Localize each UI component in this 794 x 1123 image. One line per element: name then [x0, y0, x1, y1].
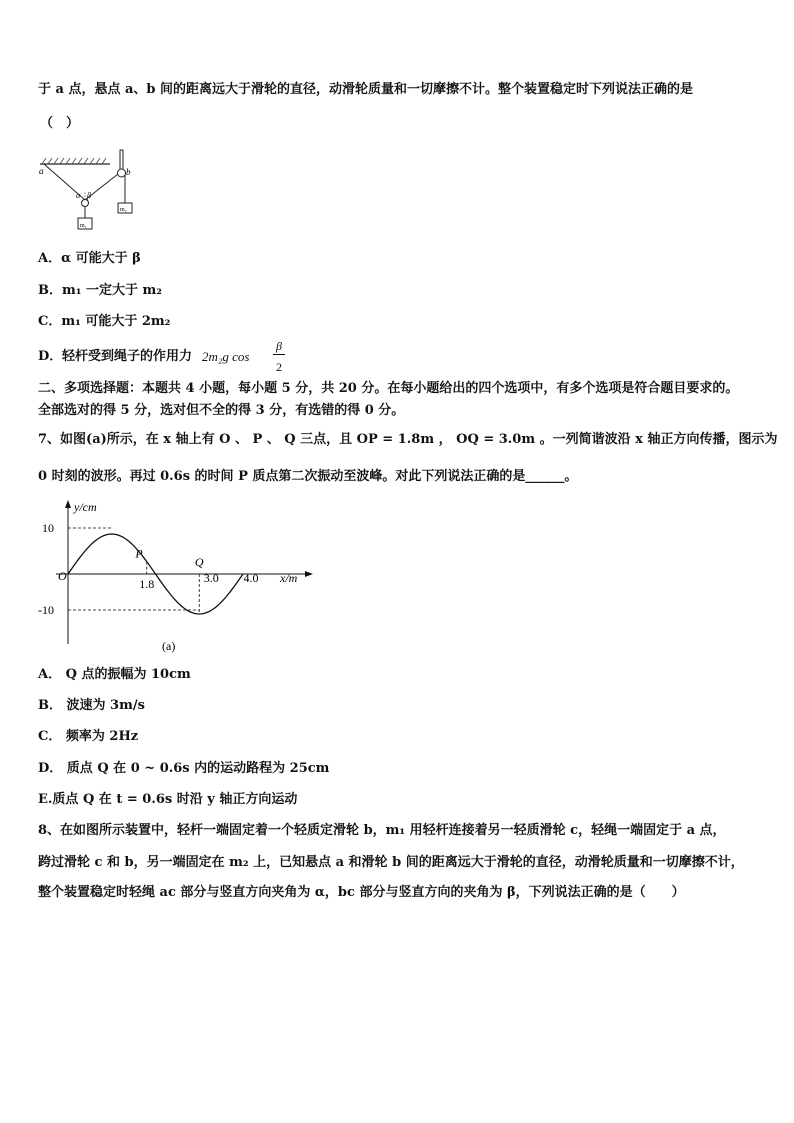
d-formula: 2m₂g cos — [202, 349, 250, 364]
chart-caption: (a) — [162, 639, 176, 653]
q6-stem: 于 a 点，悬点 a、b 间的距离远大于滑轮的直径，动滑轮质量和一切摩擦不计。整个装置稳定时下列说法正确的是 — [38, 82, 694, 97]
q8-stem-line2: 跨过滑轮 c 和 b，另一端固定在 m₂ 上，已知悬点 a 和滑轮 b 间的距离远大于滑轮的直径，动滑轮质量和一切摩擦不计， — [38, 855, 744, 870]
label-b: b — [126, 167, 131, 177]
q7-stem-line2: 0 时刻的波形。再过 0.6s 的时间 P 质点第二次振动至波峰。对此下列说法正确的是______。 — [38, 469, 578, 484]
point-p-label: P — [135, 546, 143, 561]
origin-label: O — [58, 569, 67, 583]
x-tick-4-0: 4.0 — [243, 571, 259, 585]
x-tick-1-8: 1.8 — [139, 577, 155, 591]
q7-option-d: D． 质点 Q 在 0 ~ 0.6s 内的运动路程为 25cm — [38, 761, 330, 776]
q7-option-b: B． 波速为 3m/s — [38, 698, 145, 713]
q6-option-b: B．m₁ 一定大于 m₂ — [38, 283, 162, 298]
q6-option-a: A．α 可能大于 β — [38, 251, 141, 266]
y-axis-label: y/cm — [74, 500, 97, 514]
q8-stem-line3: 整个装置稳定时轻绳 ac 部分与竖直方向夹角为 α，bc 部分与竖直方向的夹角为 β，下列说法正确的是（ ） — [38, 885, 685, 900]
label-m1: m₁ — [80, 223, 87, 229]
q7-option-e: E.质点 Q 在 t = 0.6s 时沿 y 轴正方向运动 — [38, 792, 298, 807]
y-tick-bottom: -10 — [38, 603, 54, 617]
q7-option-a: A． Q 点的振幅为 10cm — [38, 667, 191, 682]
q6-pulley-figure — [36, 148, 146, 236]
y-tick-top: 10 — [42, 521, 54, 535]
d-frac-den: 2 — [276, 360, 282, 374]
d-frac-bar — [273, 354, 285, 355]
q7-stem-line1: 7、如图(a)所示，在 x 轴上有 O 、 P 、 Q 三点，且 OP = 1.8m ， OQ = 3.0m 。一列简谐波沿 x 轴正方向传播，图示为 — [38, 432, 778, 447]
label-m2: m₂ — [120, 207, 127, 213]
d-frac-num: β — [276, 339, 282, 353]
x-tick-3-0: 3.0 — [203, 571, 219, 585]
section2-line2: 全部选对的得 5 分，选对但不全的得 3 分，有选错的得 0 分。 — [38, 403, 405, 418]
x-axis-label: x/m — [280, 571, 298, 585]
label-a: a — [39, 166, 44, 176]
q7-wave-chart — [38, 498, 328, 658]
section2-line1: 二、多项选择题：本题共 4 小题，每小题 5 分，共 20 分。在每小题给出的四个选项中，有多个选项是符合题目要求的。 — [38, 381, 739, 396]
q6-option-c: C．m₁ 可能大于 2m₂ — [38, 314, 171, 329]
label-beta: β — [87, 191, 91, 200]
label-alpha: α — [76, 191, 81, 200]
q8-stem-line1: 8、在如图所示装置中，轻杆一端固定着一个轻质定滑轮 b，m₁ 用轻杆连接着另一轻质滑轮 c，轻绳一端固定于 a 点， — [38, 823, 726, 838]
q7-option-c: C． 频率为 2Hz — [38, 729, 139, 744]
point-q-label: Q — [194, 555, 204, 569]
q6-answer-paren: （ ） — [40, 116, 80, 131]
